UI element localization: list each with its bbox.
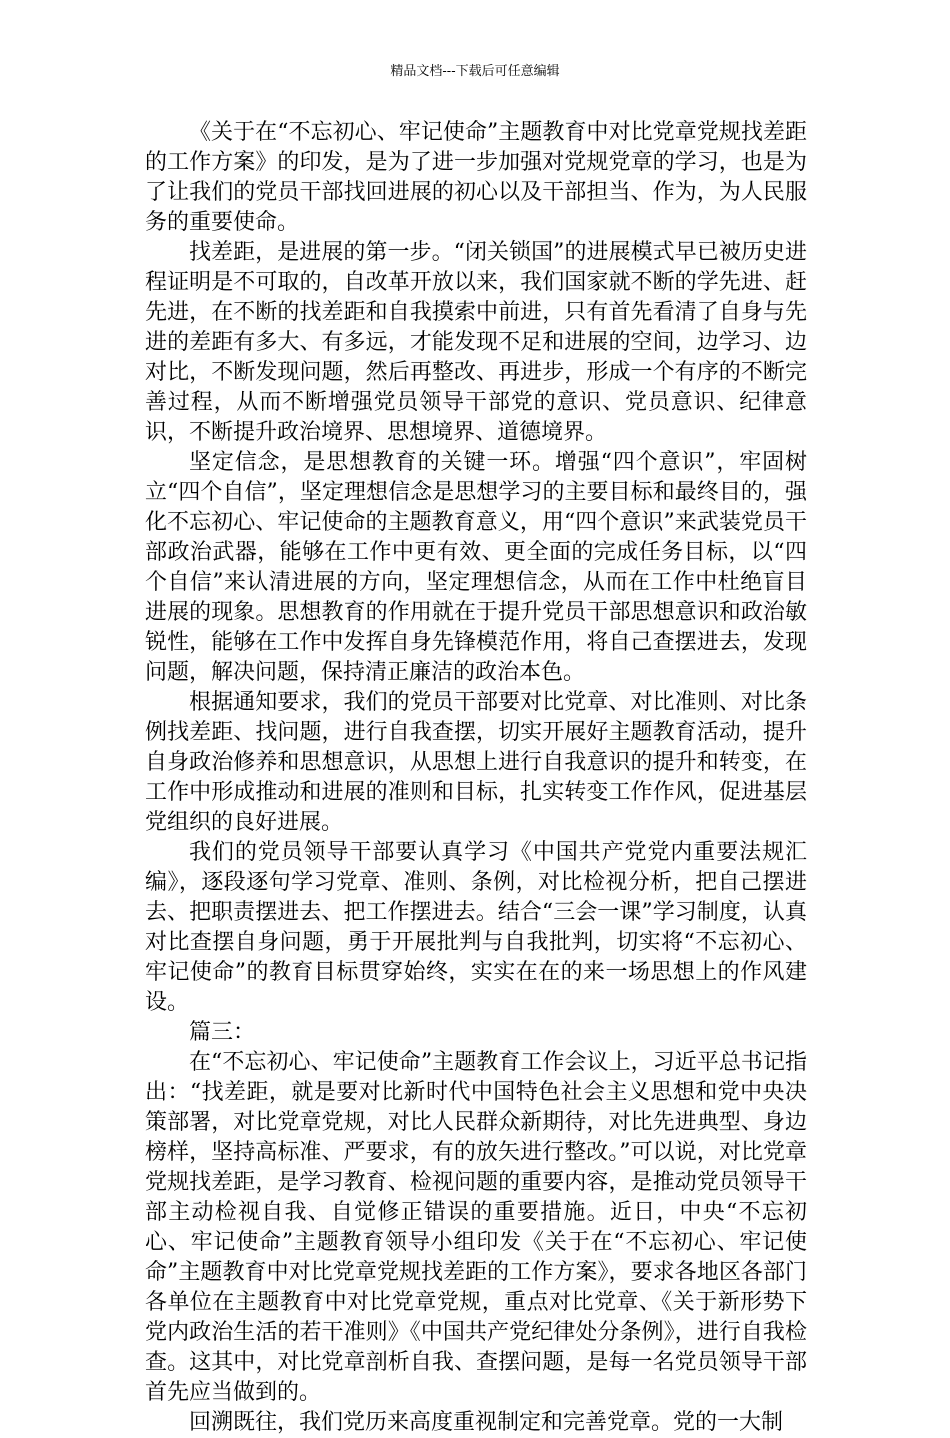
paragraph-3: 坚定信念，是思想教育的关键一环。增强“四个意识”，牢固树立“四个自信”，坚定理想信念是思想学习的主要目标和最终目的，强化不忘初心、牢记使命的主题教育意义，用“四个意识”来武装党员干部政治武器，能够在工作中更有效、更全面的完成任务目标，以“四个自信”来认清进展的方向，坚定理想信念，从而在工作中杜绝盲目进展的现象。思想教育的作用就在于提升党员干部思想意识和政治敏锐性，能够在工作中发挥自身先锋模范作用，将自己查摆进去，发现问题，解决问题，保持清正廉洁的政治本色。: [145, 450, 807, 685]
document-body: [145, 118, 807, 1438]
page-header: 精品文档---下载后可任意编辑: [390, 64, 560, 79]
paragraph-5: 我们的党员领导干部要认真学习《中国共产党党内重要法规汇编》，逐段逐句学习党章、准则、条例，对比检视分析，把自己摆进去、把职责摆进去、把工作摆进去。结合“三会一课”学习制度，认真对比查摆自身问题，勇于开展批判与自我批判，切实将“不忘初心、牢记使命”的教育目标贯穿始终，实实在在的来一场思想上的作风建设。: [145, 840, 807, 1015]
paragraph-7: 回溯既往，我们党历来高度重视制定和完善党章。党的一大制: [189, 1410, 784, 1435]
paragraph-6: 在“不忘初心、牢记使命”主题教育工作会议上，习近平总书记指出：“找差距，就是要对比新时代中国特色社会主义思想和党中央决策部署，对比党章党规，对比人民群众新期待，对比先进典型、身边榜样，坚持高标准、严要求，有的放矢进行整改。”可以说，对比党章党规找差距，是学习教育、检视问题的重要内容，是推动党员领导干部主动检视自我、自觉修正错误的重要措施。近日，中央“不忘初心、牢记使命”主题教育领导小组印发《关于在“不忘初心、牢记使命”主题教育中对比党章党规找差距的工作方案》，要求各地区各部门各单位在主题教育中对比党章党规，重点对比党章、《关于新形势下党内政治生活的若干准则》《中国共产党纪律处分条例》，进行自我检查。这其中，对比党章剖析自我、查摆问题，是每一名党员领导干部首先应当做到的。: [145, 1050, 807, 1405]
section-heading: 篇三：: [189, 1020, 256, 1045]
paragraph-4: 根据通知要求，我们的党员干部要对比党章、对比准则、对比条例找差距、找问题，进行自我查摆，切实开展好主题教育活动，提升自身政治修养和思想意识，从思想上进行自我意识的提升和转变，在工作中形成推动和进展的准则和目标，扎实转变工作作风，促进基层党组织的良好进展。: [145, 690, 807, 835]
paragraph-2: 找差距，是进展的第一步。“闭关锁国”的进展模式早已被历史进程证明是不可取的，自改革开放以来，我们国家就不断的学先进、赶先进，在不断的找差距和自我摸索中前进，只有首先看清了自身与先进的差距有多大、有多远，才能发现不足和进展的空间，边学习、边对比，不断发现问题，然后再整改、再进步，形成一个有序的不断完善过程，从而不断增强党员领导干部党的意识、党员意识、纪律意识，不断提升政治境界、思想境界、道德境界。: [145, 240, 807, 445]
paragraph-1: 《关于在“不忘初心、牢记使命”主题教育中对比党章党规找差距的工作方案》的印发，是为了进一步加强对党规党章的学习，也是为了让我们的党员干部找回进展的初心以及干部担当、作为，为人民服务的重要使命。: [145, 120, 807, 235]
